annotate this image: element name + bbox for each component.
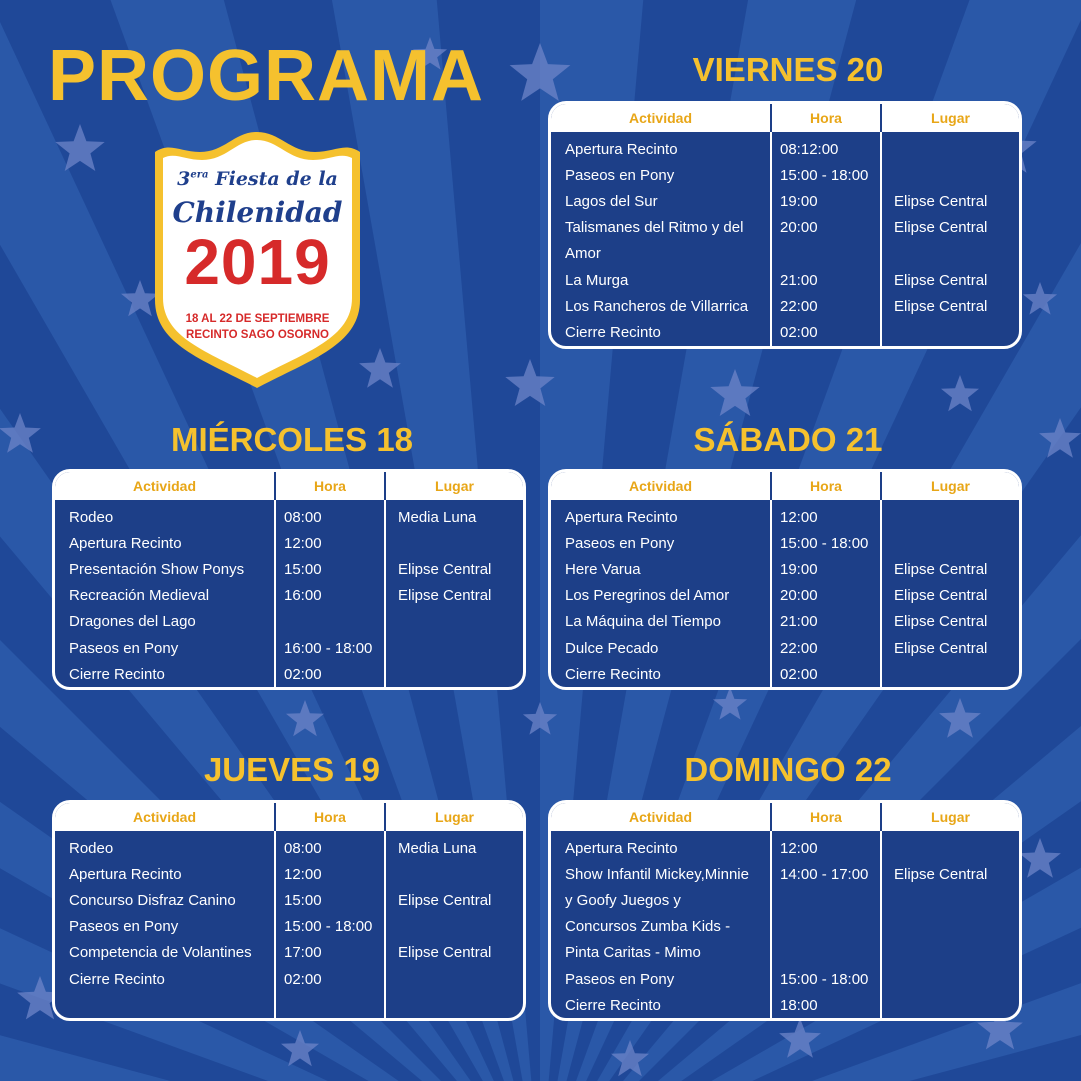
header-activity: Actividad	[551, 472, 771, 500]
time-cell	[771, 241, 881, 267]
time-cell	[771, 887, 881, 913]
table-row	[551, 293, 1019, 319]
place-cell	[881, 940, 1019, 966]
activity-cell: Paseos en Pony	[565, 970, 675, 988]
schedule-jueves	[52, 800, 526, 1021]
place-cell	[385, 635, 523, 661]
table-row	[55, 966, 523, 992]
activity-cell: Cierre Recinto	[69, 665, 165, 683]
activity-cell: Apertura Recinto	[565, 140, 678, 158]
place-cell	[881, 914, 1019, 940]
place-cell: Elipse Central	[881, 188, 1019, 214]
activity-cell: Show Infantil Mickey,Minnie	[565, 865, 749, 883]
header-place: Lugar	[881, 803, 1019, 831]
activity-cell: Rodeo	[69, 839, 114, 857]
time-cell: 12:00	[275, 861, 385, 887]
activity-cell: Apertura Recinto	[565, 508, 678, 526]
table-row	[551, 831, 1019, 861]
time-cell: 02:00	[275, 966, 385, 992]
time-cell: 15:00 - 18:00	[771, 530, 881, 556]
table-row	[551, 241, 1019, 267]
table-row	[551, 887, 1019, 913]
place-cell: Media Luna	[385, 500, 523, 530]
time-cell: 08:12:00	[771, 132, 881, 162]
table-row	[55, 609, 523, 635]
time-cell: 21:00	[771, 267, 881, 293]
time-cell	[771, 914, 881, 940]
table-row	[551, 215, 1019, 241]
place-cell	[881, 661, 1019, 687]
activity-cell: Paseos en Pony	[69, 918, 179, 936]
time-cell: 15:00 - 18:00	[771, 162, 881, 188]
table-row	[55, 556, 523, 582]
time-cell: 02:00	[275, 661, 385, 687]
activity-cell: Paseos en Pony	[565, 534, 675, 552]
schedule-sabado	[548, 469, 1022, 690]
place-cell	[385, 992, 523, 1018]
table-row	[551, 609, 1019, 635]
place-cell: Elipse Central	[881, 583, 1019, 609]
place-cell: Elipse Central	[385, 583, 523, 609]
time-cell: 12:00	[771, 831, 881, 861]
table-row	[551, 940, 1019, 966]
table-row	[551, 661, 1019, 687]
place-cell	[881, 241, 1019, 267]
table-row	[551, 530, 1019, 556]
table-row	[551, 132, 1019, 162]
table-row	[55, 861, 523, 887]
activity-cell: Los Peregrinos del Amor	[565, 587, 730, 605]
header-time: Hora	[771, 104, 881, 132]
activity-cell: Concurso Disfraz Canino	[69, 891, 236, 909]
schedule-viernes	[548, 101, 1022, 349]
time-cell: 20:00	[771, 215, 881, 241]
table-row	[551, 966, 1019, 992]
activity-cell: Apertura Recinto	[69, 534, 182, 552]
time-cell: 19:00	[771, 188, 881, 214]
activity-cell: y Goofy Juegos y	[565, 891, 681, 909]
place-cell: Elipse Central	[881, 215, 1019, 241]
place-cell	[881, 992, 1019, 1018]
time-cell: 15:00 - 18:00	[771, 966, 881, 992]
time-cell: 18:00	[771, 992, 881, 1018]
time-cell: 19:00	[771, 556, 881, 582]
time-cell: 17:00	[275, 940, 385, 966]
table-row	[551, 556, 1019, 582]
table-row	[551, 635, 1019, 661]
place-cell	[385, 661, 523, 687]
header-activity: Actividad	[551, 104, 771, 132]
place-cell	[881, 887, 1019, 913]
day-title-sabado: SÁBADO 21	[693, 421, 883, 458]
badge-venue: RECINTO SAGO OSORNO	[186, 328, 329, 341]
time-cell	[275, 992, 385, 1018]
place-cell: Elipse Central	[881, 635, 1019, 661]
place-cell	[385, 914, 523, 940]
table-row	[551, 861, 1019, 887]
table-row	[55, 635, 523, 661]
time-cell: 22:00	[771, 293, 881, 319]
place-cell: Elipse Central	[385, 556, 523, 582]
header-activity: Actividad	[551, 803, 771, 831]
activity-cell: Dulce Pecado	[565, 639, 659, 657]
table-row	[551, 188, 1019, 214]
table-row	[551, 162, 1019, 188]
place-cell	[881, 500, 1019, 530]
header-place: Lugar	[385, 803, 523, 831]
activity-cell: Apertura Recinto	[565, 839, 678, 857]
place-cell	[881, 319, 1019, 345]
place-cell: Elipse Central	[881, 556, 1019, 582]
day-title-miercoles: MIÉRCOLES 18	[170, 421, 414, 458]
activity-cell: La Máquina del Tiempo	[565, 613, 721, 631]
time-cell: 08:00	[275, 500, 385, 530]
page-title: PROGRAMA	[48, 36, 484, 116]
activity-cell: Lagos del Sur	[565, 192, 658, 210]
festival-badge	[150, 130, 365, 392]
day-title-viernes: VIERNES 20	[692, 51, 884, 88]
table-row	[55, 914, 523, 940]
place-cell: Elipse Central	[385, 940, 523, 966]
badge-year: 2019	[184, 226, 331, 298]
schedule-domingo	[548, 800, 1022, 1021]
activity-cell	[55, 992, 275, 1018]
table-row	[55, 530, 523, 556]
header-time: Hora	[771, 803, 881, 831]
time-cell: 02:00	[771, 661, 881, 687]
table-row	[551, 992, 1019, 1018]
header-time: Hora	[275, 803, 385, 831]
table-row	[551, 500, 1019, 530]
time-cell: 12:00	[275, 530, 385, 556]
time-cell: 02:00	[771, 319, 881, 345]
day-title-domingo: DOMINGO 22	[684, 751, 892, 788]
activity-cell: Presentación Show Ponys	[69, 560, 245, 578]
day-title-jueves: JUEVES 19	[203, 751, 381, 788]
time-cell: 15:00	[275, 556, 385, 582]
activity-cell: La Murga	[565, 271, 629, 289]
table-row	[55, 887, 523, 913]
place-cell: Elipse Central	[881, 267, 1019, 293]
activity-cell: Here Varua	[565, 560, 641, 578]
schedule-miercoles	[52, 469, 526, 690]
time-cell: 16:00 - 18:00	[275, 635, 385, 661]
header-time: Hora	[771, 472, 881, 500]
time-cell: 15:00 - 18:00	[275, 914, 385, 940]
table-row	[55, 940, 523, 966]
table-row	[551, 914, 1019, 940]
table-row	[55, 831, 523, 861]
place-cell	[881, 530, 1019, 556]
badge-details	[150, 312, 365, 343]
table-row	[551, 583, 1019, 609]
table-row	[55, 500, 523, 530]
place-cell	[881, 966, 1019, 992]
activity-cell: Cierre Recinto	[565, 665, 661, 683]
place-cell: Elipse Central	[881, 861, 1019, 887]
activity-cell: Los Rancheros de Villarrica	[565, 297, 749, 315]
time-cell: 21:00	[771, 609, 881, 635]
activity-cell: Apertura Recinto	[69, 865, 182, 883]
table-row	[55, 992, 523, 1018]
place-cell	[385, 530, 523, 556]
header-activity: Actividad	[55, 803, 275, 831]
activity-cell: Amor	[565, 245, 601, 263]
activity-cell: Dragones del Lago	[69, 613, 196, 631]
place-cell	[385, 861, 523, 887]
header-place: Lugar	[881, 472, 1019, 500]
place-cell: Elipse Central	[385, 887, 523, 913]
header-activity: Actividad	[55, 472, 275, 500]
place-cell	[385, 966, 523, 992]
place-cell	[881, 132, 1019, 162]
place-cell	[881, 831, 1019, 861]
time-cell	[275, 609, 385, 635]
activity-cell: Paseos en Pony	[565, 166, 675, 184]
table-row	[55, 583, 523, 609]
badge-name: Chilenidad	[172, 196, 343, 229]
time-cell: 16:00	[275, 583, 385, 609]
activity-cell: Cierre Recinto	[69, 970, 165, 988]
time-cell: 14:00 - 17:00	[771, 861, 881, 887]
place-cell: Elipse Central	[881, 609, 1019, 635]
time-cell: 20:00	[771, 583, 881, 609]
time-cell: 15:00	[275, 887, 385, 913]
time-cell: 12:00	[771, 500, 881, 530]
activity-cell: Recreación Medieval	[69, 587, 210, 605]
table-row	[55, 661, 523, 687]
activity-cell: Rodeo	[69, 508, 114, 526]
activity-cell: Talismanes del Ritmo y del	[565, 219, 744, 237]
place-cell	[385, 609, 523, 635]
activity-cell: Paseos en Pony	[69, 639, 179, 657]
place-cell	[881, 162, 1019, 188]
time-cell	[771, 940, 881, 966]
table-row	[551, 319, 1019, 345]
time-cell: 08:00	[275, 831, 385, 861]
activity-cell: Cierre Recinto	[565, 996, 661, 1014]
header-place: Lugar	[385, 472, 523, 500]
activity-cell: Pinta Caritas - Mimo	[565, 944, 701, 962]
badge-dates: 18 AL 22 DE SEPTIEMBRE	[185, 313, 330, 325]
place-cell: Media Luna	[385, 831, 523, 861]
activity-cell: Cierre Recinto	[565, 323, 661, 341]
badge-edition: $3^{era}$ Fiesta de la	[177, 168, 338, 190]
table-row	[551, 267, 1019, 293]
time-cell: 22:00	[771, 635, 881, 661]
header-time: Hora	[275, 472, 385, 500]
header-place: Lugar	[881, 104, 1019, 132]
place-cell: Elipse Central	[881, 293, 1019, 319]
activity-cell: Competencia de Volantines	[69, 944, 252, 962]
activity-cell: Concursos Zumba Kids -	[565, 918, 731, 936]
